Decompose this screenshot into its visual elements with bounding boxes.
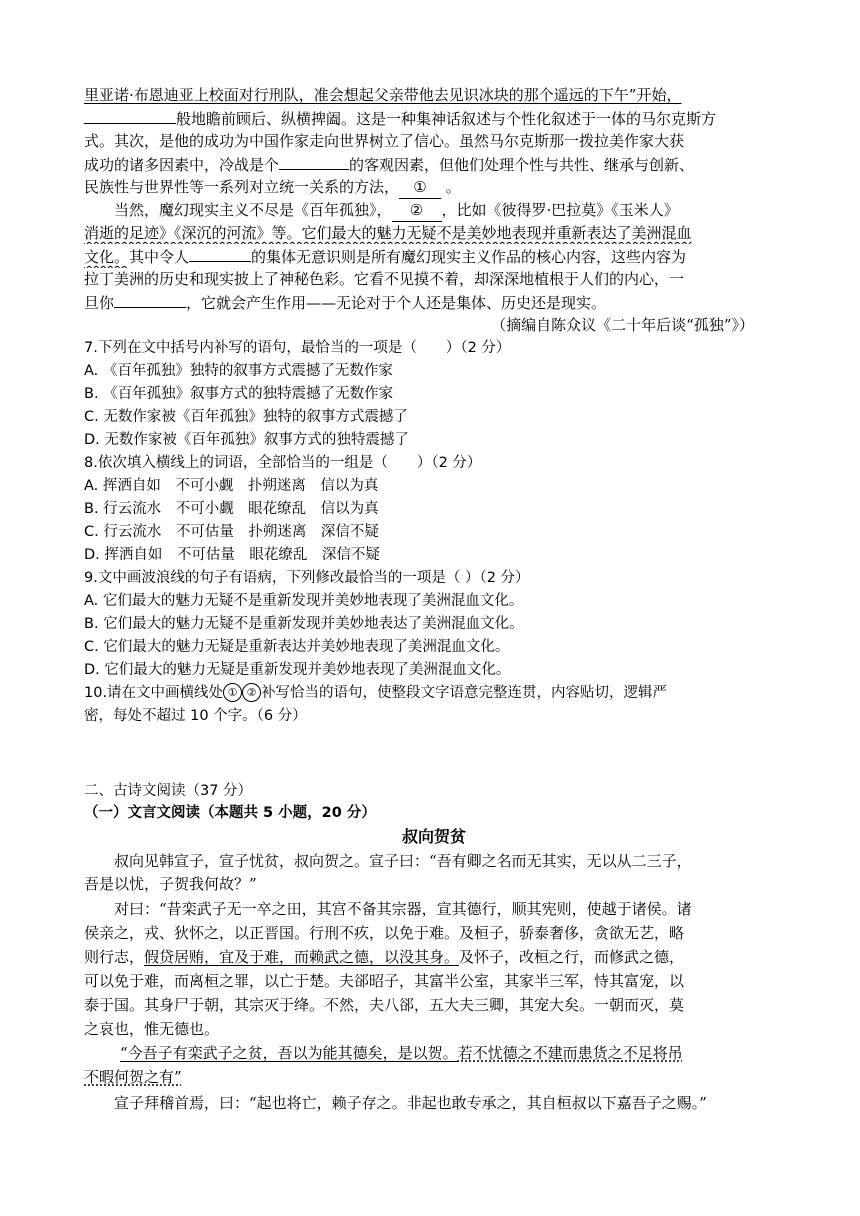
classical-line: 泰于国。其身尸于朝，其宗灭于绛。不然，夫八郤，五大夫三卿，其宠大矣。一朝而灭，莫 <box>84 996 685 1014</box>
punctuation-sentence: 若不忧德之不建而患货之不足将吊 <box>457 1044 683 1062</box>
question-text: 补写恰当的语句，使整段文字语意完整连贯，内容贴切，逻辑严 <box>261 685 668 701</box>
subsection-heading: （一）文言文阅读（本题共 5 小题，20 分） <box>84 805 376 821</box>
circled-number: ② <box>242 683 261 702</box>
question-8-option-b: B. 行云流水 不可小觑 眼花缭乱 信以为真 <box>84 501 379 517</box>
blank-marker-2: ② <box>392 199 442 222</box>
fill-blank <box>114 291 186 308</box>
passage-line <box>84 199 814 222</box>
classical-line: 吾是以忧，子贺我何故？” <box>84 875 257 893</box>
classical-line <box>84 1042 820 1064</box>
question-7-option-d: D. 无数作家被《百年孤独》叙事方式的独特震撼了 <box>84 432 409 448</box>
passage-text: ，它就会产生作用——无论对于个人还是集体、历史还是现实。 <box>186 294 607 312</box>
passage-text: 民族性与世界性等一系列对立统一关系的方法， <box>84 178 400 196</box>
question-10-stem <box>84 682 784 704</box>
wavy-sentence: 文化。 <box>84 248 130 266</box>
text-title: 叔向贺贫 <box>401 827 466 846</box>
fill-blank <box>189 245 251 262</box>
underlined-sentence: 假贷居贿，宜及于难，而赖武之德，以没其身。 <box>144 948 460 966</box>
classical-line: 宣子拜稽首焉，曰：“起也将亡，赖子存之。非起也敢专承之，其自桓叔以下嘉吾子之赐。” <box>114 1094 707 1112</box>
passage-text: 的集体无意识则是所有魔幻现实主义作品的核心内容，这些内容为 <box>251 248 687 266</box>
circled-number: ① <box>223 683 242 702</box>
classical-text: 及怀子，改桓之行，而修武之德， <box>459 948 685 966</box>
fill-blank <box>279 153 349 170</box>
classical-line: 对曰：“昔栾武子无一卒之田，其宫不备其宗器，宣其德行，顺其宪则，使越于诸侯。诸 <box>114 900 692 918</box>
classical-line: 侯亲之，戎、狄怀之，以正晋国。行刑不疚，以免于难。及桓子，骄泰奢侈，贪欲无艺，略 <box>84 924 685 942</box>
blank-marker-1: ① <box>399 176 441 199</box>
passage-line: 式。其次，是他的成功为中国作家走向世界树立了信心。虽然马尔克斯那一拨拉美作家大获 <box>84 132 685 150</box>
passage-text: 般地瞻前顾后、纵横捭阖。这是一种集神话叙述与个性化叙述于一体的马尔克斯方 <box>176 110 717 128</box>
source-citation: （摘编自陈众议《二十年后谈“孤独”》） <box>491 316 754 334</box>
passage-text: 旦你 <box>84 294 115 312</box>
question-8-stem: 8.依次填入横线上的词语，全部恰当的一组是（ ）（2 分） <box>84 455 482 471</box>
fill-blank <box>84 107 176 124</box>
question-7-option-b: B. 《百年孤独》叙事方式的独特震撼了无数作家 <box>84 386 394 402</box>
question-8-option-a: A. 挥洒自如 不可小觑 扑朔迷离 信以为真 <box>84 478 379 494</box>
passage-line <box>84 222 784 244</box>
question-9-option-d: D. 它们最大的魅力无疑是重新发现并美妙地表现了美洲混血文化。 <box>84 662 511 678</box>
question-8-option-c: C. 行云流水 不可估量 扑朔迷离 深信不疑 <box>84 524 379 540</box>
question-8-option-d: D. 挥洒自如 不可估量 眼花缭乱 深信不疑 <box>84 547 380 563</box>
question-7-stem: 7.下列在文中括号内补写的语句，最恰当的一项是（ ）（2 分） <box>84 340 511 356</box>
punctuation-sentence: 不暇何贺之有” <box>84 1068 182 1086</box>
passage-text: ，比如《彼得罗·巴拉莫》《玉米人》 <box>441 201 679 219</box>
passage-text: 当然，魔幻现实主义不尽是《百年孤独》， <box>114 201 392 219</box>
passage-text: 其中令人 <box>129 248 190 266</box>
passage-line: 拉丁美洲的历史和现实披上了神秘色彩。它看不见摸不着，却深深地植根于人们的内心，一 <box>84 270 685 288</box>
passage-text: 的客观因素，但他们处理个性与共性、继承与创新、 <box>349 156 695 174</box>
passage-line <box>84 153 784 176</box>
passage-line <box>84 107 784 130</box>
passage-line: 里亚诺·布恩迪亚上校面对行刑队，准会想起父亲带他去见识冰块的那个遥远的下午”开始， <box>84 86 682 104</box>
classical-text: 则行志， <box>84 948 145 966</box>
question-9-option-a: A. 它们最大的魅力无疑不是重新发现并美妙地表现了美洲混血文化。 <box>84 593 524 609</box>
classical-line: 叔向见韩宣子，宣子忧贫，叔向贺之。宣子曰：“吾有卿之名而无其实，无以从二三子， <box>114 852 692 870</box>
underlined-sentence: “今吾子有栾武子之贫，吾以为能其德矣，是以贺。 <box>120 1044 458 1062</box>
passage-line <box>84 245 784 268</box>
classical-line <box>84 946 784 968</box>
passage-text: 。 <box>445 178 461 196</box>
passage-text: 成功的诸多因素中，冷战是个 <box>84 156 280 174</box>
question-7-option-c: C. 无数作家被《百年孤独》独特的叙事方式震撼了 <box>84 409 408 425</box>
question-10-stem-cont: 密，每处不超过 10 个字。（6 分） <box>84 708 307 724</box>
question-9-option-c: C. 它们最大的魅力无疑是重新表达并美妙地表现了美洲混血文化。 <box>84 639 510 655</box>
classical-line: 可以免于难，而离桓之罪，以亡于楚。夫郤昭子，其富半公室，其家半三军，恃其富宠，以 <box>84 972 685 990</box>
passage-line <box>84 291 784 314</box>
question-9-stem: 9.文中画波浪线的句子有语病，下列修改最恰当的一项是（ ）（2 分） <box>84 570 530 586</box>
passage-line <box>84 176 784 199</box>
question-text: 10.请在文中画横线处 <box>84 685 224 701</box>
question-7-option-a: A. 《百年孤独》独特的叙事方式震撼了无数作家 <box>84 363 393 379</box>
classical-line: 之哀也，惟无德也。 <box>84 1020 220 1038</box>
question-9-option-b: B. 它们最大的魅力无疑不是重新发现并美妙地表达了美洲混血文化。 <box>84 616 524 632</box>
section-heading: 二、古诗文阅读（37 分） <box>84 783 253 799</box>
classical-line <box>84 1066 784 1088</box>
wavy-sentence: 消逝的足迹》《深沉的河流》等。它们最大的魅力无疑不是美妙地表现并重新表达了美洲混血 <box>84 224 692 242</box>
